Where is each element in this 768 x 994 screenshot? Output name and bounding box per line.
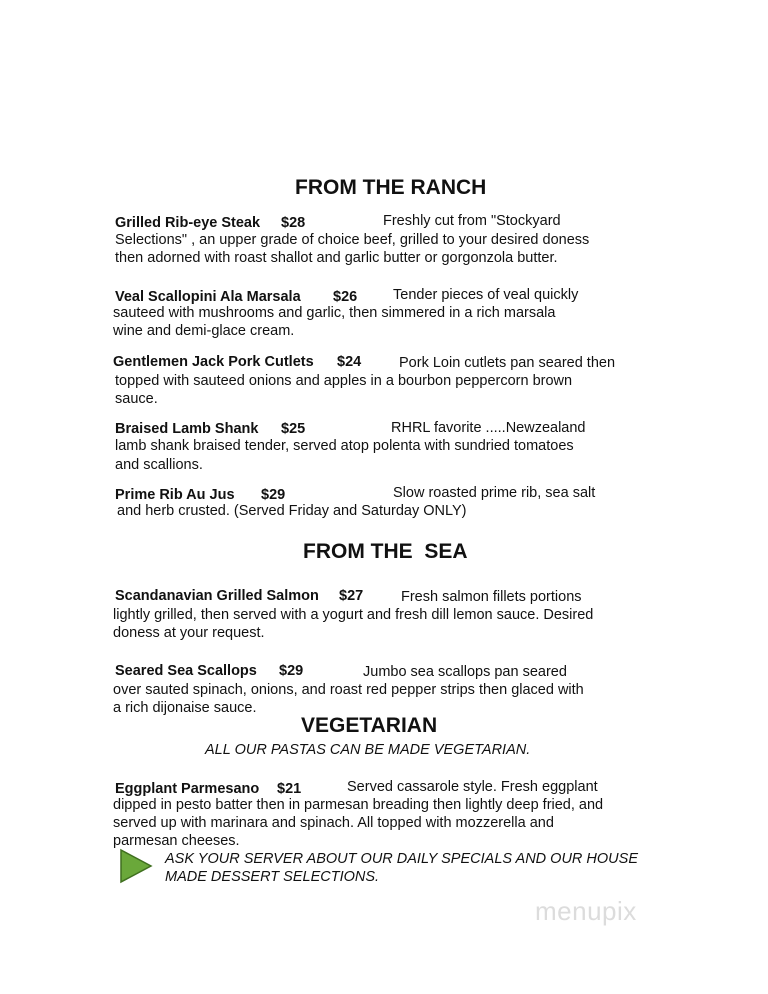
item-desc-line: over sauted spinach, onions, and roast red pepper strips then glaced with <box>113 682 584 698</box>
item-desc-line: RHRL favorite .....Newzealand <box>391 420 586 436</box>
item-name: Seared Sea Scallops <box>115 663 257 679</box>
item-price: $28 <box>281 215 306 231</box>
item-name: Grilled Rib-eye Steak <box>115 215 261 231</box>
item-desc-line: lamb shank braised tender, served atop polenta with sundried tomatoes <box>115 438 574 454</box>
item-name: Braised Lamb Shank <box>115 421 259 437</box>
item-desc-line: and herb crusted. (Served Friday and Saturday ONLY) <box>117 503 467 519</box>
section-heading-sea: FROM THE SEA <box>303 540 468 563</box>
item-name: Scandanavian Grilled Salmon <box>115 588 319 604</box>
item-desc-line: Freshly cut from "Stockyard <box>383 213 561 229</box>
item-desc-line: doness at your request. <box>113 625 265 641</box>
item-price: $26 <box>333 289 358 305</box>
watermark-logo: menupix <box>535 896 637 926</box>
item-desc-line: Served cassarole style. Fresh eggplant <box>347 779 598 795</box>
section-heading-vegetarian: VEGETARIAN <box>301 714 438 737</box>
item-desc-line: Slow roasted prime rib, sea salt <box>393 485 596 501</box>
item-name: Veal Scallopini Ala Marsala <box>115 289 301 305</box>
green-arrow-icon <box>118 848 154 884</box>
item-desc-line: a rich dijonaise sauce. <box>113 700 257 716</box>
item-desc-line: lightly grilled, then served with a yogurt and fresh dill lemon sauce. Desired <box>113 607 594 623</box>
item-desc-line: then adorned with roast shallot and garlic butter or gorgonzola butter. <box>115 250 558 266</box>
item-desc-line: dipped in pesto batter then in parmesan breading then lightly deep fried, and <box>113 797 604 813</box>
item-desc-line: topped with sauteed onions and apples in a bourbon peppercorn brown <box>115 373 573 389</box>
item-desc-line: Pork Loin cutlets pan seared then <box>399 355 616 371</box>
footer-note-line: MADE DESSERT SELECTIONS. <box>165 869 380 885</box>
item-desc-line: sauce. <box>115 391 158 407</box>
item-price: $21 <box>277 781 302 797</box>
item-price: $29 <box>261 487 286 503</box>
item-desc-line: Jumbo sea scallops pan seared <box>363 664 567 680</box>
item-price: $25 <box>281 421 306 437</box>
item-price: $24 <box>337 354 362 370</box>
item-price: $29 <box>279 663 304 679</box>
item-desc-line: Fresh salmon fillets portions <box>401 589 582 605</box>
item-name: Prime Rib Au Jus <box>115 487 235 503</box>
footer-note-line: ASK YOUR SERVER ABOUT OUR DAILY SPECIALS AND OUR HOUSE <box>165 851 638 867</box>
section-heading-ranch: FROM THE RANCH <box>295 176 487 199</box>
item-price: $27 <box>339 588 364 604</box>
item-desc-line: sauteed with mushrooms and garlic, then simmered in a rich marsala <box>113 305 556 321</box>
vegetarian-note: ALL OUR PASTAS CAN BE MADE VEGETARIAN. <box>205 742 531 758</box>
item-name: Eggplant Parmesano <box>115 781 260 797</box>
item-name: Gentlemen Jack Pork Cutlets <box>113 354 314 370</box>
item-desc-line: and scallions. <box>115 457 203 473</box>
item-desc-line: Selections" , an upper grade of choice beef, grilled to your desired doness <box>115 232 590 248</box>
item-desc-line: served up with marinara and spinach. All topped with mozzerella and <box>113 815 554 831</box>
item-desc-line: wine and demi-glace cream. <box>113 323 295 339</box>
item-desc-line: Tender pieces of veal quickly <box>393 287 579 303</box>
item-desc-line: parmesan cheeses. <box>113 833 240 849</box>
